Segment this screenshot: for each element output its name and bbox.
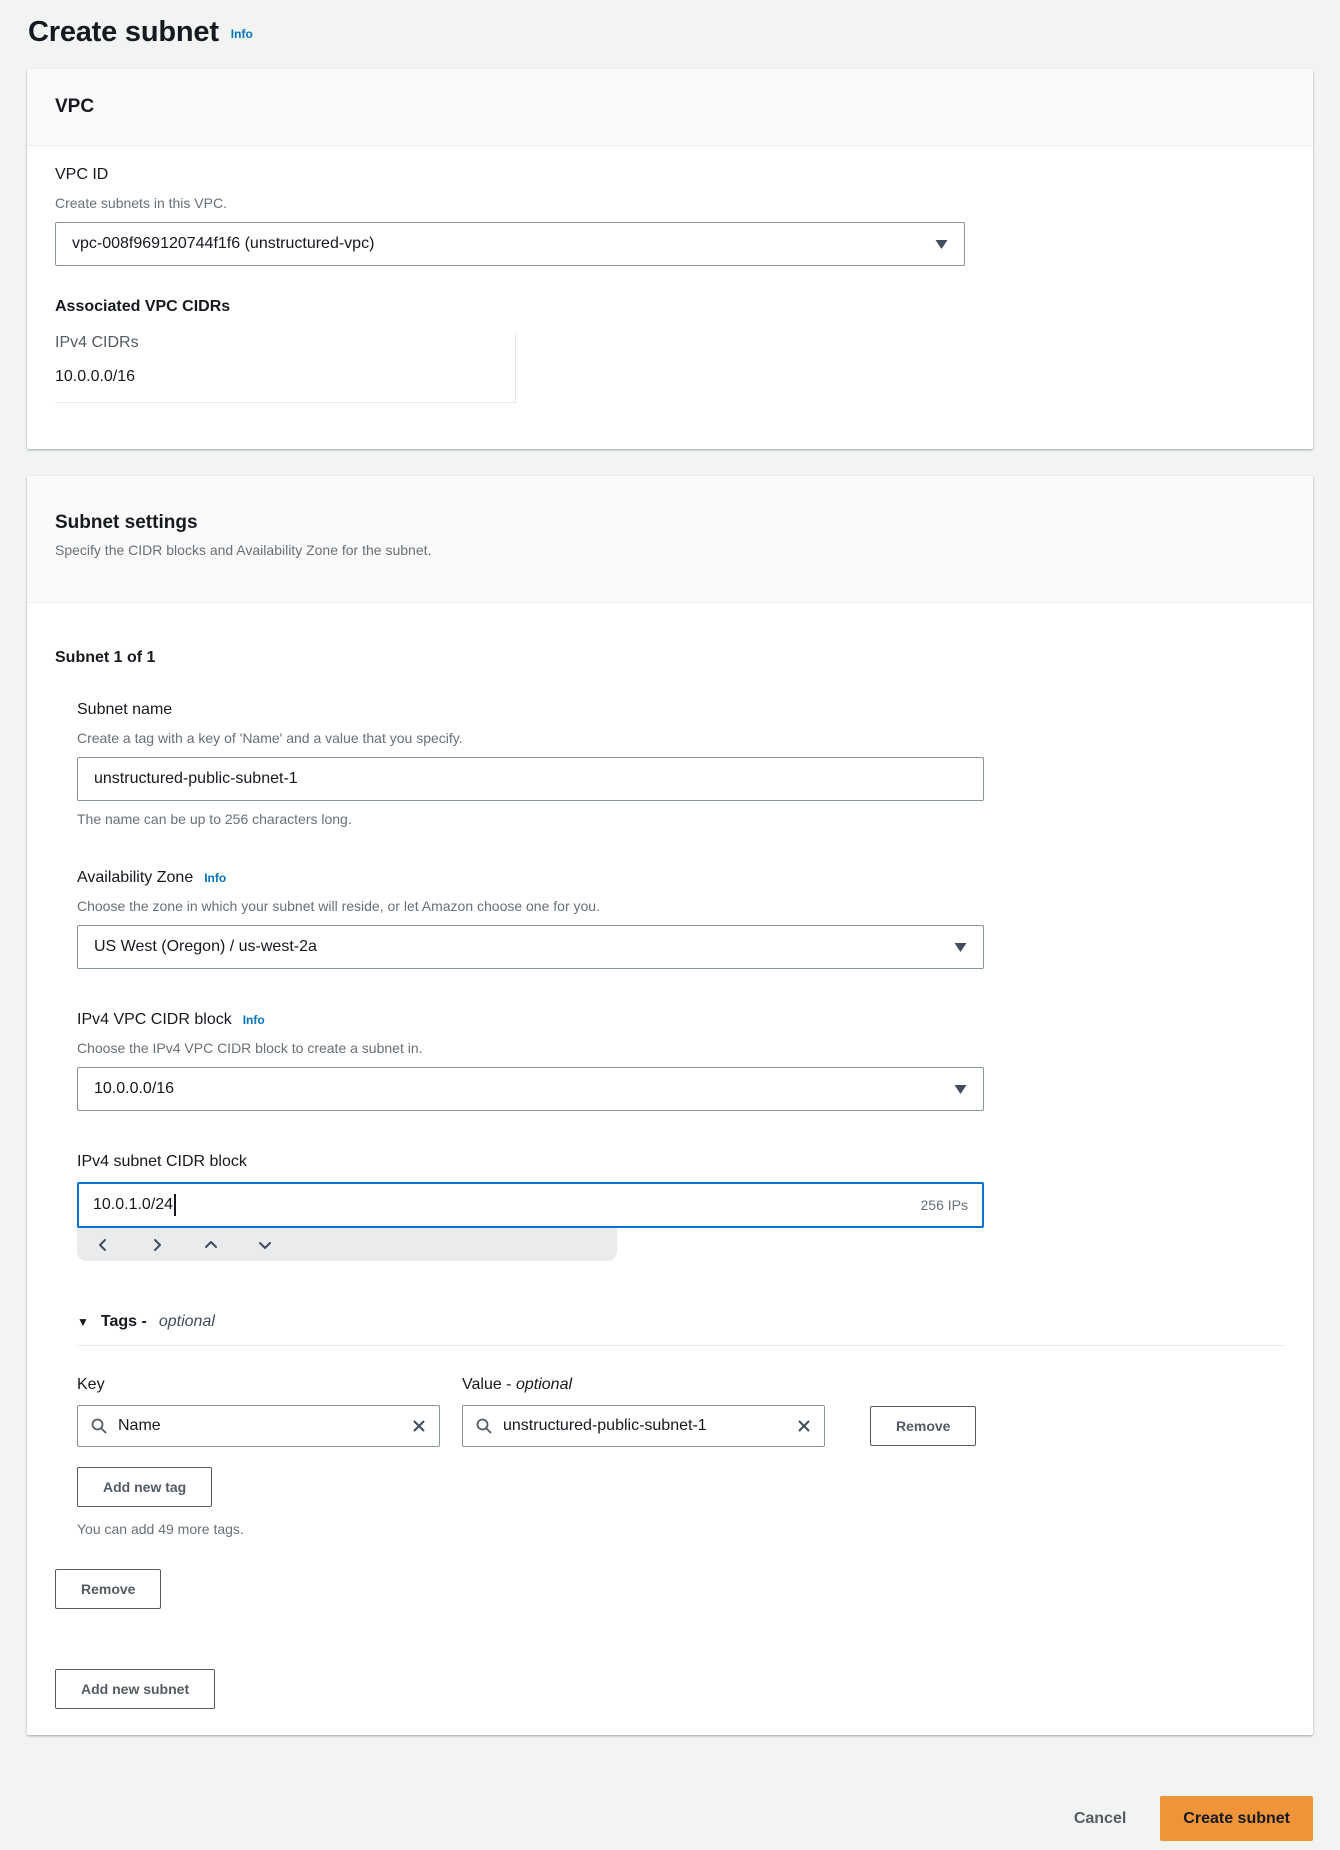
subnet-name-label: Subnet name (77, 701, 173, 718)
chevron-right-icon[interactable] (137, 1231, 177, 1258)
subnet-settings-body (27, 603, 1313, 1735)
remove-tag-button[interactable]: Remove (870, 1406, 976, 1446)
page-info-link[interactable]: Info (230, 27, 253, 41)
ipv4-vpc-cidr-select[interactable] (77, 1067, 984, 1111)
vpc-card (27, 69, 1313, 449)
ipv4-subnet-cidr-value: 10.0.1.0/24 (93, 1196, 174, 1213)
subnet-form (77, 699, 1285, 1537)
associated-cidrs-table (55, 334, 1285, 403)
ipv4-cidrs-value: 10.0.0.0/16 (55, 368, 136, 385)
tags-section (77, 1313, 1285, 1537)
subnet-name-value: unstructured-public-subnet-1 (94, 770, 298, 787)
chevron-down-icon (954, 1084, 967, 1095)
availability-zone-label: Availability Zone (77, 869, 194, 886)
ipv4-subnet-cidr-input[interactable] (77, 1182, 984, 1228)
availability-zone-info-link[interactable]: Info (204, 871, 227, 885)
chevron-down-icon[interactable] (245, 1231, 285, 1258)
ipv4-cidrs-column (55, 334, 516, 403)
search-icon (476, 1418, 492, 1434)
triangle-down-icon: ▼ (77, 1315, 89, 1329)
ipv4-vpc-cidr-field (77, 1009, 1285, 1111)
subnet-name-constraint: The name can be up to 256 characters long. (77, 811, 352, 827)
subnet-name-field (77, 699, 1285, 827)
tag-key-value: Name (118, 1417, 161, 1434)
ipv4-vpc-cidr-selected-value: 10.0.0.0/16 (94, 1080, 175, 1097)
add-new-tag-button[interactable]: Add new tag (77, 1467, 212, 1507)
page-title: Create subnet (28, 16, 219, 48)
subnet-name-description: Create a tag with a key of 'Name' and a value that you specify. (77, 730, 463, 746)
tag-key-input[interactable] (77, 1405, 440, 1447)
availability-zone-field (77, 867, 1285, 969)
chevron-down-icon (954, 942, 967, 953)
clear-icon[interactable] (797, 1419, 811, 1433)
tag-value-column (462, 1374, 825, 1447)
tag-row (77, 1374, 1285, 1447)
ipv4-subnet-cidr-field (77, 1151, 1285, 1261)
ipv4-cidrs-label: IPv4 CIDRs (55, 334, 139, 351)
subnet-name-input[interactable] (77, 757, 984, 801)
vpc-id-selected-value: vpc-008f969120744f1f6 (unstructured-vpc) (72, 235, 375, 252)
cidr-stepper-toolbar (77, 1228, 617, 1261)
tag-value-input[interactable] (462, 1405, 825, 1447)
tag-key-label: Key (77, 1376, 105, 1393)
remove-subnet-button[interactable]: Remove (55, 1569, 161, 1609)
tags-title: Tags - (100, 1313, 147, 1330)
subnet-settings-header (27, 476, 1313, 603)
availability-zone-select[interactable] (77, 925, 984, 969)
ipv4-subnet-cidr-label: IPv4 subnet CIDR block (77, 1153, 247, 1170)
footer-actions (1074, 1796, 1313, 1841)
vpc-id-field (55, 164, 1285, 266)
ip-count-badge: 256 IPs (920, 1197, 968, 1213)
subnet-settings-card (27, 476, 1313, 1735)
tags-divider (77, 1345, 1285, 1346)
search-icon (91, 1418, 107, 1434)
vpc-id-label: VPC ID (55, 166, 109, 183)
tags-remaining-note: You can add 49 more tags. (77, 1521, 244, 1537)
cancel-button[interactable]: Cancel (1073, 1809, 1127, 1827)
associated-cidrs-title: Associated VPC CIDRs (55, 298, 231, 315)
ipv4-vpc-cidr-description: Choose the IPv4 VPC CIDR block to create a subnet in. (77, 1040, 423, 1056)
chevron-down-icon (935, 239, 948, 250)
tag-value-label: Value - (462, 1376, 512, 1393)
ipv4-vpc-cidr-info-link[interactable]: Info (242, 1013, 265, 1027)
page-header (0, 0, 1340, 69)
vpc-card-title: VPC (55, 96, 95, 117)
chevron-left-icon[interactable] (83, 1231, 123, 1258)
vpc-card-body (27, 146, 1313, 449)
availability-zone-description: Choose the zone in which your subnet will reside, or let Amazon choose one for you. (77, 898, 600, 914)
subnet-count-header: Subnet 1 of 1 (55, 649, 156, 666)
tag-value-value: unstructured-public-subnet-1 (503, 1417, 707, 1434)
clear-icon[interactable] (412, 1419, 426, 1433)
subnet-settings-description: Specify the CIDR blocks and Availability Zone for the subnet. (55, 542, 432, 558)
tag-key-column (77, 1374, 440, 1447)
create-subnet-button[interactable]: Create subnet (1160, 1796, 1313, 1841)
tags-optional-label: optional (158, 1313, 215, 1330)
chevron-up-icon[interactable] (191, 1231, 231, 1258)
tags-expander[interactable] (77, 1313, 1285, 1331)
text-cursor (174, 1194, 176, 1216)
subnet-settings-title: Subnet settings (55, 512, 198, 533)
vpc-id-description: Create subnets in this VPC. (55, 195, 227, 211)
add-new-subnet-button[interactable]: Add new subnet (55, 1669, 215, 1709)
vpc-id-select[interactable] (55, 222, 965, 266)
ipv4-vpc-cidr-label: IPv4 VPC CIDR block (77, 1011, 232, 1028)
availability-zone-selected-value: US West (Oregon) / us-west-2a (94, 938, 317, 955)
cidrs-empty-column (516, 334, 1285, 403)
vpc-card-header (27, 69, 1313, 146)
tag-value-optional-label: optional (515, 1376, 573, 1393)
